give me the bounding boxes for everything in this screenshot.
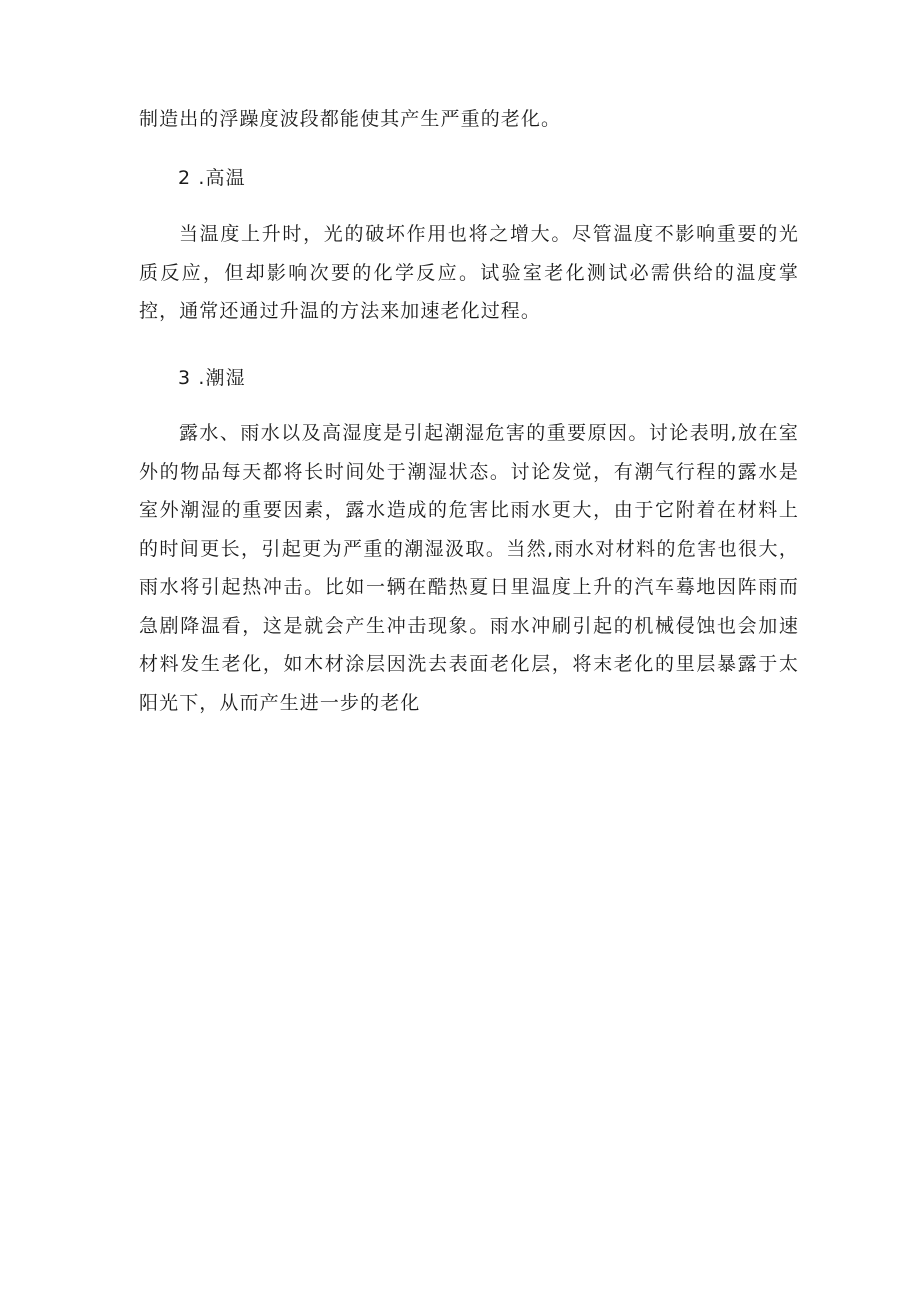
intro-paragraph: 制造出的浮躁度波段都能使其产生严重的老化。 bbox=[139, 108, 562, 130]
section-heading-high-temperature: 2 .高温 bbox=[178, 167, 246, 189]
section-heading-humidity: 3 .潮湿 bbox=[178, 367, 246, 389]
section-body-humidity: 露水、雨水以及高湿度是引起潮湿危害的重要原因。讨论表明,放在室外的物品每天都将长时间处于潮湿状态。讨论发觉，有潮气行程的露水是室外潮湿的重要因素，露水造成的危害比雨水更大，由于它附着在材料上的时间更长，引起更为严重的潮湿汲取。当然,雨水对材料的危害也很大，雨水将引起热冲击。比如一辆在酷热夏日里温度上升的汽车蓦地因阵雨而急剧降温看，这是就会产生冲击现象。雨水冲刷引起的机械侵蚀也会加速材料发生老化，如木材涂层因洗去表面老化层，将末老化的里层暴露于太阳光下，从而产生进一步的老化 bbox=[139, 422, 799, 714]
section-body-high-temperature: 当温度上升时，光的破坏作用也将之增大。尽管温度不影响重要的光质反应，但却影响次要的化学反应。试验室老化测试必需供给的温度掌控，通常还通过升温的方法来加速老化过程。 bbox=[139, 223, 799, 322]
